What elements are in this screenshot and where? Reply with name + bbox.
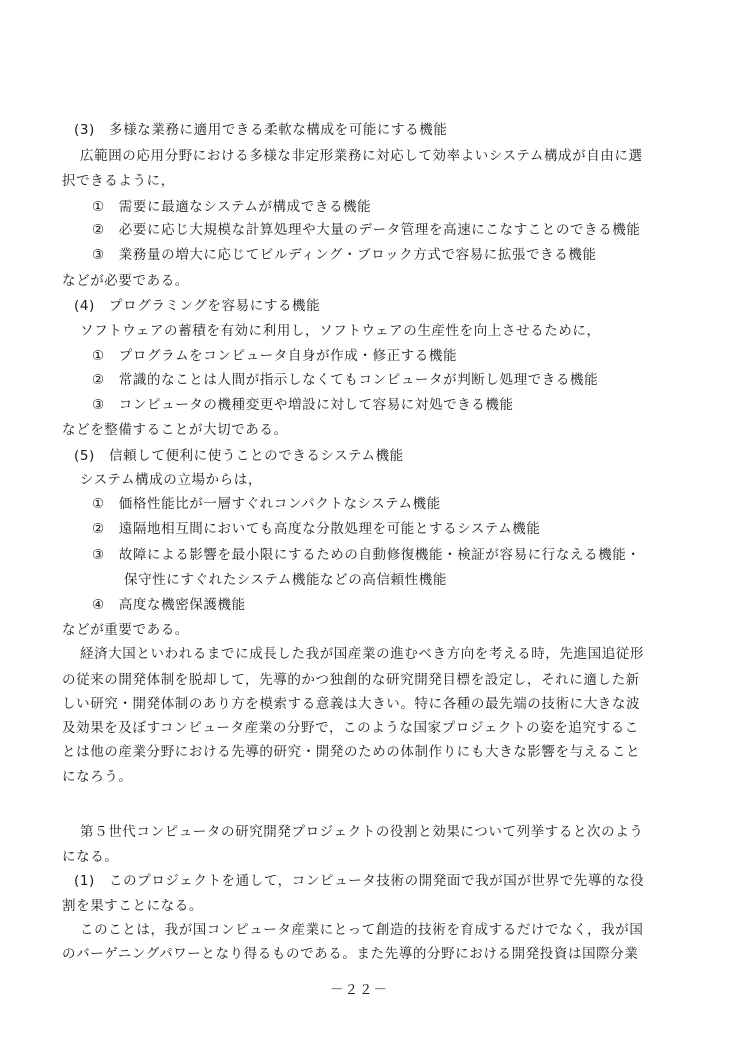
list-item: ① 需要に最適なシステムが構成できる機能 — [92, 199, 372, 215]
list-item-continuation: 保守性にすぐれたシステム機能などの高信頼性機能 — [124, 572, 447, 588]
paragraph-line: のバーゲニングパワーとなり得るものである。また先導的分野における開発投資は国際分業 — [62, 946, 639, 962]
paragraph-line: 経済大国といわれるまでに成長した我が国産業の進むべき方向を考える時，先進国追従形 — [80, 646, 644, 662]
paragraph-line: 第５世代コンピュータの研究開発プロジェクトの役割と効果について列挙すると次のよう — [80, 824, 644, 840]
section-5-heading: (5) 信頼して便利に使うことのできるシステム機能 — [74, 448, 404, 464]
list-item: ③ コンピュータの機種変更や増設に対して容易に対処できる機能 — [92, 397, 514, 413]
paragraph-line: 割を果すことになる。 — [62, 898, 203, 914]
list-item: ② 必要に応じ大規模な計算処理や大量のデータ管理を高速にこなすことのできる機能 — [92, 222, 641, 238]
paragraph-line: ソフトウェアの蓄積を有効に利用し，ソフトウェアの生産性を向上させるために， — [80, 323, 601, 339]
paragraph-line: になる。 — [62, 849, 119, 865]
list-item: ① 価格性能比が一層すぐれコンパクトなシステム機能 — [92, 496, 441, 512]
paragraph-line: システム構成の立場からは， — [80, 472, 262, 488]
paragraph-line: の従来の開発体制を脱却して，先導的かつ独創的な研究開発目標を設定し，それに適した新 — [62, 672, 640, 688]
list-item: ③ 故障による影響を最小限にするための自動修復機能・検証が容易に行なえる機能・ — [92, 547, 641, 563]
list-item: ③ 業務量の増大に応じてビルディング・ブロック方式で容易に拡張できる機能 — [92, 247, 597, 263]
list-item: ④ 高度な機密保護機能 — [92, 597, 246, 613]
list-item: ① プログラムをコンピュータ自身が作成・修正する機能 — [92, 348, 458, 364]
paragraph-line: 択できるように， — [62, 173, 175, 189]
paragraph-line: (1) このプロジェクトを通して，コンピュータ技術の開発面で我が国が世界で先導的な役 — [74, 873, 645, 889]
paragraph-line: になろう。 — [62, 769, 133, 785]
page-number: －２２－ — [330, 982, 388, 998]
list-item: ② 遠隔地相互間においても高度な分散処理を可能とするシステム機能 — [92, 521, 541, 537]
paragraph-line: しい研究・開発体制のあり方を模索する意義は大きい。特に各種の最先端の技術に大きな波 — [62, 696, 641, 712]
section-4-heading: (4) プログラミングを容易にする機能 — [74, 298, 321, 314]
paragraph-line: このことは，我が国コンピュータ産業にとって創造的技術を育成するだけでなく，我が国 — [80, 922, 644, 938]
paragraph-line: などが重要である。 — [62, 622, 189, 638]
paragraph-line: などが必要である。 — [62, 273, 189, 289]
section-3-heading: (3) 多様な業務に適用できる柔軟な構成を可能にする機能 — [74, 122, 448, 138]
list-item: ② 常識的なことは人間が指示しなくてもコンピュータが判断し処理できる機能 — [92, 372, 599, 388]
paragraph-line: 及効果を及ぼすコンピュータ産業の分野で，このような国家プロジェクトの姿を追究するこ — [62, 720, 639, 736]
paragraph-line: 広範囲の応用分野における多様な非定形業務に対応して効率よいシステム構成が自由に選 — [80, 148, 643, 164]
paragraph-line: などを整備することが大切である。 — [62, 422, 288, 438]
paragraph-line: とは他の産業分野における先導的研究・開発のための体制作りにも大きな影響を与えること — [62, 744, 641, 760]
